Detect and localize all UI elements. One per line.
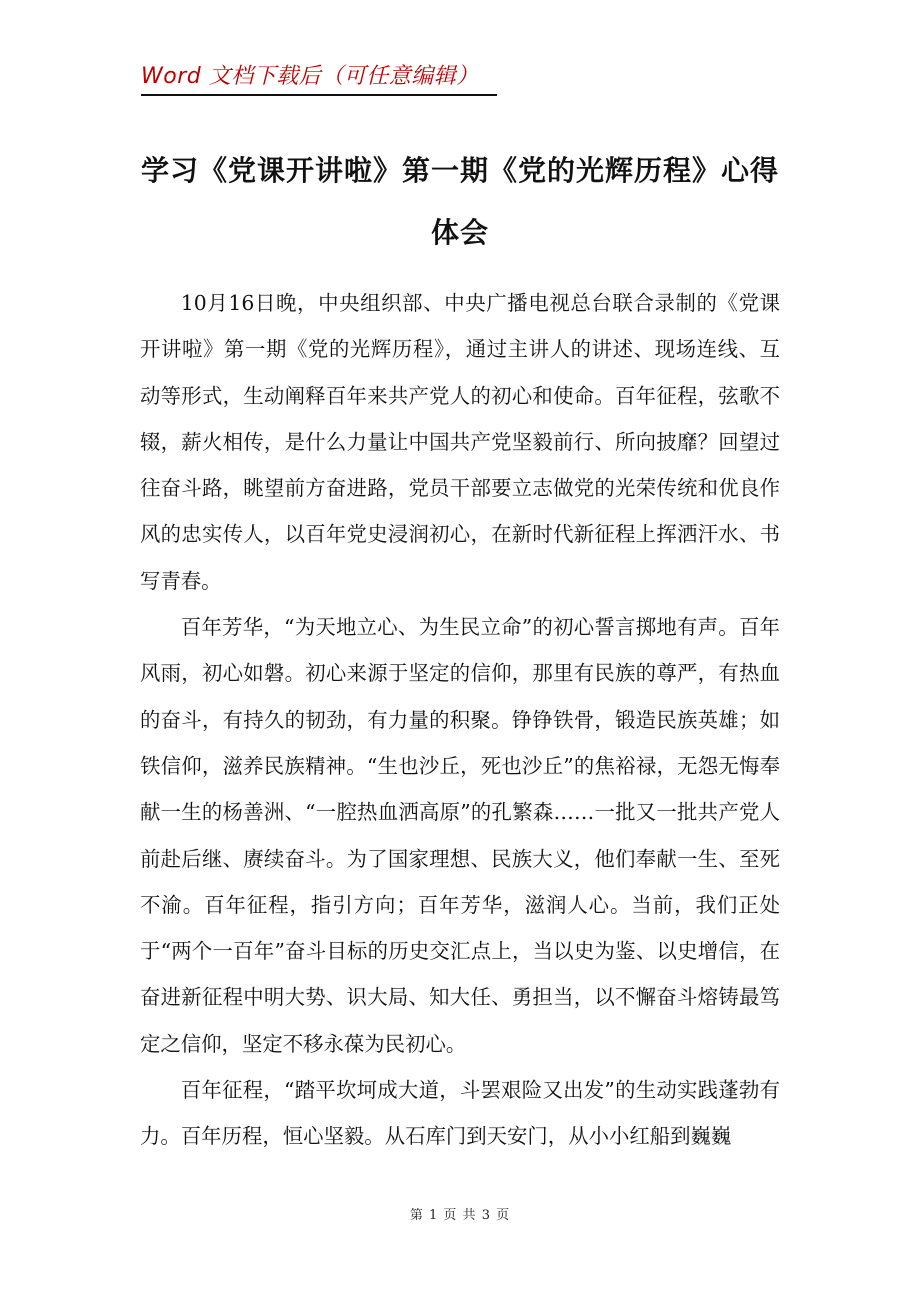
page-header — [141, 62, 497, 96]
page-number-footer: 第 1 页 共 3 页 — [409, 1208, 511, 1223]
paragraph-3: 百年征程，“踏平坎坷成大道，斗罢艰险又出发”的生动实践蓬勃有力。百年历程，恒心坚毅。从石库门到天安门，从小小红船到巍巍 — [140, 1078, 780, 1149]
header-download-note: Word 文档下载后（可任意编辑） — [141, 64, 479, 89]
paragraph-2: 百年芳华，“为天地立心、为生民立命”的初心誓言掷地有声。百年风雨，初心如磐。初心来源于坚定的信仰，那里有民族的尊严，有热血的奋斗，有持久的韧劲，有力量的积聚。铮铮铁骨，锻造民族英雄；如铁信仰，滋养民族精神。“生也沙丘，死也沙丘”的焦裕禄，无怨无悔奉献一生的杨善洲、“一腔热血洒高原”的孔繁森……一批又一批共产党人前赴后继、赓续奋斗。为了国家理想、民族大义，他们奉献一生、至死不渝。百年征程，指引方向；百年芳华，滋润人心。当前，我们正处于“两个一百年”奋斗目标的历史交汇点上，当以史为鉴、以史增信，在奋进新征程中明大势、识大局、知大任、勇担当，以不懈奋斗熔铸最笃定之信仰，坚定不移永葆为民初心。 — [140, 615, 780, 1056]
header-underline — [141, 94, 497, 96]
document-title: 学习《党课开讲啦》第一期《党的光辉历程》心得体会 — [140, 154, 779, 249]
document-body — [140, 280, 780, 1205]
paragraph-1: 10月16日晚，中央组织部、中央广播电视总台联合录制的《党课开讲啦》第一期《党的光辉历程》，通过主讲人的讲述、现场连线、互动等形式，生动阐释百年来共产党人的初心和使命。百年征程，弦歌不辍，薪火相传，是什么力量让中国共产党坚毅前行、所向披靡？回望过往奋斗路，眺望前方奋进路，党员干部要立志做党的光荣传统和优良作风的忠实传人，以百年党史浸润初心，在新时代新征程上挥洒汗水、书写青春。 — [140, 291, 780, 593]
